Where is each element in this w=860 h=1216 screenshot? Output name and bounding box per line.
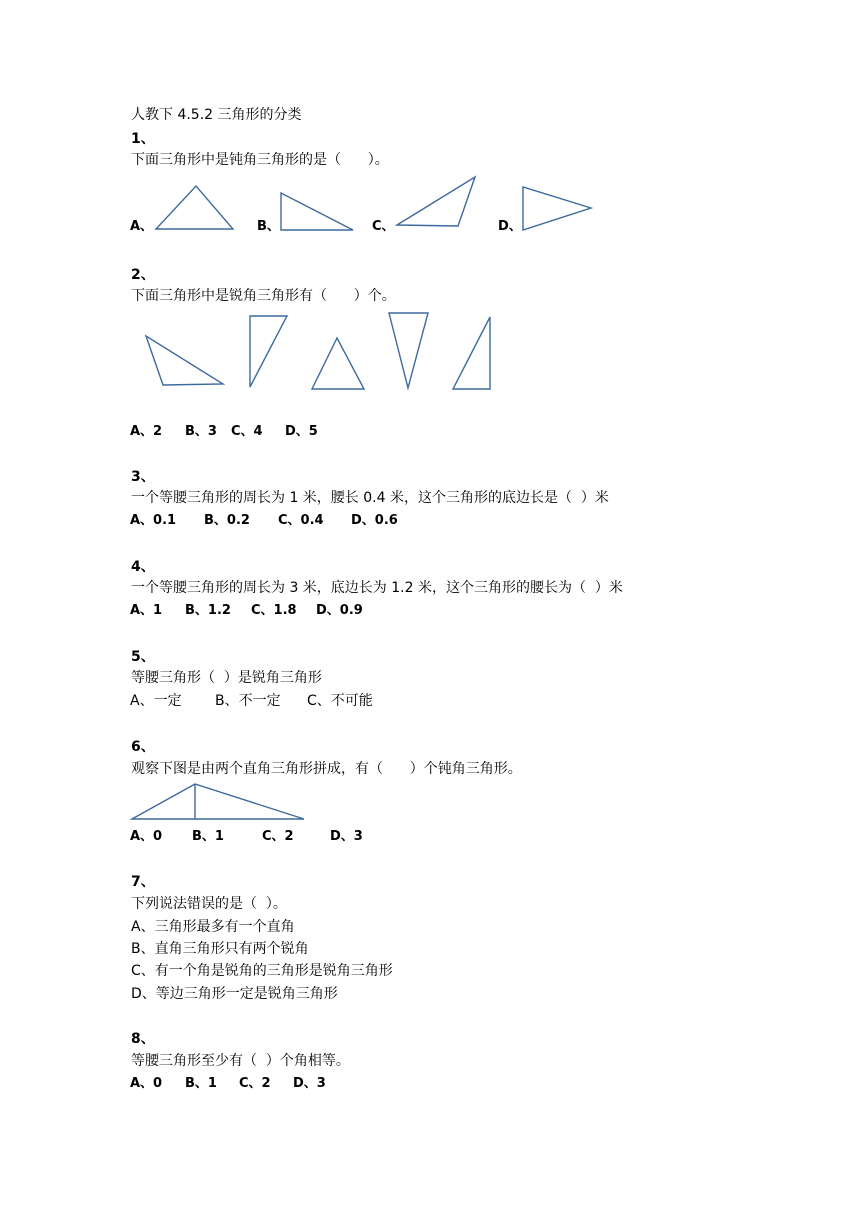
question-8-number: 8、	[131, 1031, 155, 1047]
q4-option-a: A、1	[130, 603, 163, 618]
q1-triangle-d	[523, 187, 591, 230]
q1-triangle-a	[156, 186, 233, 229]
q2-option-c: C、4	[231, 424, 263, 439]
q5-option-b: B、不一定	[215, 693, 281, 709]
q6-composite-triangle	[132, 784, 304, 819]
q1-option-d: D、	[498, 219, 522, 234]
q3-option-c: C、0.4	[278, 513, 324, 528]
q6-option-b: B、1	[192, 829, 224, 844]
q2-triangle-2	[250, 316, 287, 387]
q5-option-a: A、一定	[130, 693, 182, 709]
question-6-number: 6、	[131, 739, 155, 755]
q4-option-d: D、0.9	[316, 603, 363, 618]
q6-option-c: C、2	[262, 829, 294, 844]
q2-triangle-1	[146, 336, 223, 385]
q2-option-b: B、3	[185, 424, 217, 439]
question-7-text: 下列说法错误的是（ ）。	[131, 896, 287, 912]
q3-option-a: A、0.1	[130, 513, 177, 528]
q2-triangle-4	[389, 313, 428, 388]
q7-option-d: D、等边三角形一定是锐角三角形	[131, 986, 338, 1002]
worksheet-title: 人教下 4.5.2 三角形的分类	[131, 107, 302, 123]
question-5-number: 5、	[131, 649, 155, 665]
q3-option-d: D、0.6	[351, 513, 398, 528]
q8-option-c: C、2	[239, 1076, 271, 1091]
question-7-number: 7、	[131, 874, 155, 890]
q2-triangle-3	[312, 338, 364, 389]
question-1-number: 1、	[131, 131, 155, 147]
q2-triangle-5	[453, 317, 490, 389]
q4-option-b: B、1.2	[185, 603, 231, 618]
q8-option-b: B、1	[185, 1076, 217, 1091]
q4-option-c: C、1.8	[251, 603, 297, 618]
q2-option-a: A、2	[130, 424, 163, 439]
question-6-text: 观察下图是由两个直角三角形拼成，有（ ）个钝角三角形。	[131, 761, 522, 777]
q1-option-c: C、	[372, 219, 395, 234]
question-5-text: 等腰三角形（ ）是锐角三角形	[131, 670, 322, 686]
question-4-number: 4、	[131, 559, 155, 575]
q8-option-d: D、3	[293, 1076, 326, 1091]
q7-option-a: A、三角形最多有一个直角	[131, 919, 295, 935]
q8-option-a: A、0	[130, 1076, 163, 1091]
q7-option-b: B、直角三角形只有两个锐角	[131, 941, 309, 957]
question-1-text: 下面三角形中是钝角三角形的是（ ）。	[131, 152, 389, 168]
question-4-text: 一个等腰三角形的周长为 3 米，底边长为 1.2 米，这个三角形的腰长为（ ）米	[131, 580, 623, 596]
q5-option-c: C、不可能	[307, 693, 373, 709]
q1-option-a: A、	[130, 219, 154, 234]
question-2-number: 2、	[131, 267, 155, 283]
q1-option-b: B、	[257, 219, 280, 234]
q2-option-d: D、5	[285, 424, 318, 439]
question-3-text: 一个等腰三角形的周长为 1 米，腰长 0.4 米，这个三角形的底边长是（ ）米	[131, 490, 609, 506]
q7-option-c: C、有一个角是锐角的三角形是锐角三角形	[131, 963, 393, 979]
question-2-text: 下面三角形中是锐角三角形有（ ）个。	[131, 288, 396, 304]
q6-option-d: D、3	[330, 829, 363, 844]
q6-option-a: A、0	[130, 829, 163, 844]
q1-triangle-c	[397, 177, 475, 226]
q1-triangle-b	[281, 193, 353, 230]
question-8-text: 等腰三角形至少有（ ）个角相等。	[131, 1053, 350, 1069]
question-3-number: 3、	[131, 469, 155, 485]
q3-option-b: B、0.2	[204, 513, 250, 528]
